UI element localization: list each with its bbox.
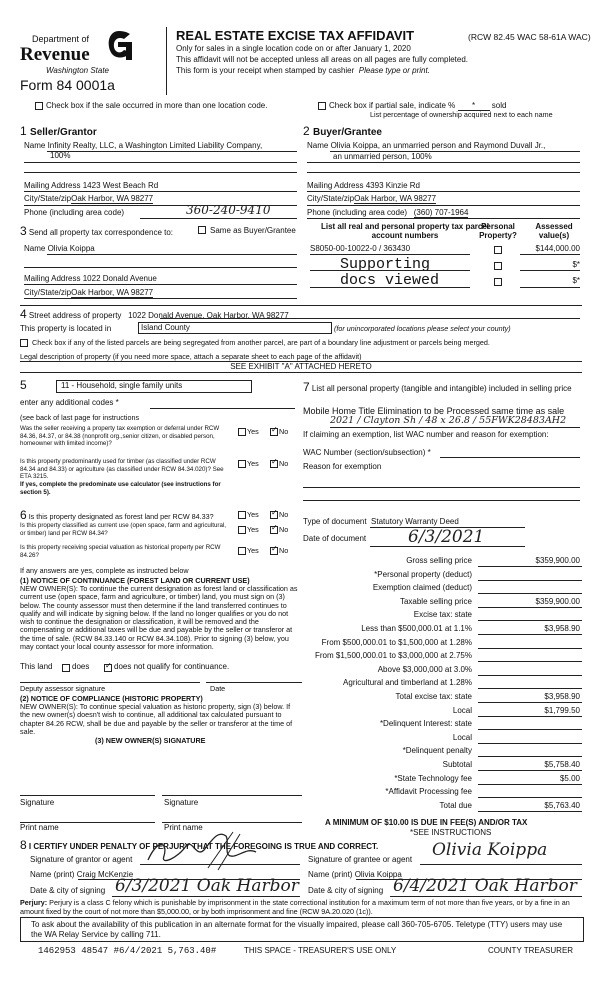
seller-name-line: [47, 151, 297, 152]
alternate-format-note: To ask about the availability of this publication in an alternate format for the visually impaired, please call 360-705-6705. Teletype (TTY) users may use the WA Relay Service by calling 711.: [31, 920, 563, 939]
calc-row-label: From $1,500,000.01 to $3,000,000 at 2.75%: [314, 651, 472, 660]
grantee-signature-label: Signature of grantee or agent: [308, 855, 413, 864]
current-use-no-label: No: [279, 525, 289, 534]
grantor-signature-label: Signature of grantor or agent: [30, 855, 133, 864]
calc-row-line: [478, 743, 582, 744]
header-line-3: This form is your receipt when stamped by cashier Please type or print.: [176, 66, 430, 75]
calc-row-line: [478, 634, 582, 635]
calc-row-line: [478, 661, 582, 662]
buyer-mailing: Mailing Address 4393 Kinzie Rd: [307, 181, 420, 190]
calc-row-label: Total due: [439, 801, 472, 810]
calc-row-label: Local: [452, 706, 472, 715]
exemption-no-label: No: [279, 427, 289, 436]
additional-codes-line: [150, 408, 295, 409]
dept-label: Department of: [32, 34, 90, 44]
parcel-row-3-value: $*: [572, 276, 580, 285]
form-rcw: (RCW 82.45 WAC 58-61A WAC): [468, 32, 591, 42]
county-treasurer-label: COUNTY TREASURER: [488, 946, 574, 955]
forest-no-label: No: [279, 510, 289, 519]
exemption-reason-label: Reason for exemption: [303, 462, 382, 471]
calc-row-line: [478, 702, 582, 703]
legal-description: SEE EXHIBIT "A" ATTACHED HERETO: [230, 362, 372, 371]
minimum-due-note: A MINIMUM OF $10.00 IS DUE IN FEE(S) AND/OR TAX: [325, 818, 528, 827]
grantee-date-line: [390, 896, 582, 897]
calc-row-line: [478, 566, 582, 567]
owner-print-label-1: Print name: [20, 823, 59, 832]
buyer-name: Name Olivia Koippa, an unmarried person and Raymond Duvall Jr.,: [307, 141, 546, 150]
calc-row-value: $5,763.40: [544, 801, 580, 810]
calc-row-label: Less than $500,000.01 at 1.1%: [361, 624, 472, 633]
parcels-header: List all real and personal property tax parcel account numbers: [320, 222, 490, 240]
grantor-date-line: [112, 896, 300, 897]
buyer-city-line: [307, 205, 580, 206]
document-date: 6/3/2021: [408, 527, 485, 547]
forest-yes-checkbox[interactable]: [238, 511, 246, 519]
correspondence-city-line: [24, 298, 297, 299]
parcel-row-2-value-line: [520, 270, 580, 271]
buyer-city: City/State/zipOak Harbor, WA 98277: [307, 194, 437, 203]
calc-row-value: $3,958.90: [544, 692, 580, 701]
deputy-date-label: Date: [210, 684, 226, 693]
grantor-name: Name (print) Craig McKenzie: [30, 870, 134, 879]
form-number: Form 84 0001a: [20, 77, 115, 93]
buyer-name-line-2: [307, 162, 580, 163]
grantee-signature-line: [420, 864, 582, 865]
legal-line-2: [20, 372, 582, 373]
exemption-reason-line-2: [303, 500, 580, 501]
mobile-home-handwritten: 2021 / Clayton Sh / 48 x 26.8 / 55FWK28483AH2: [330, 415, 567, 426]
parcel-row-1-number: S8050-00-10022-0 / 363430: [310, 244, 411, 253]
timber-no-label: No: [279, 459, 289, 468]
alternate-format-box: [20, 917, 584, 942]
parcel-row-3-value-line: [520, 287, 580, 288]
county-select[interactable]: Island County: [138, 322, 332, 334]
seller-name-line-3: [24, 172, 297, 173]
see-instructions-note: *SEE INSTRUCTIONS: [410, 828, 492, 837]
historic-no-checkbox[interactable]: [270, 547, 278, 555]
historic-yes-label: Yes: [247, 546, 259, 555]
see-back-label: (see back of last page for instructions: [20, 413, 140, 422]
calc-row-line: [478, 797, 582, 798]
timber-yes-label: Yes: [247, 459, 259, 468]
this-land-label: This land: [20, 662, 53, 671]
calc-row-line: [478, 607, 582, 608]
calc-row-label: Gross selling price: [406, 556, 472, 565]
calc-row-line: [478, 784, 582, 785]
calc-row-line: [478, 675, 582, 676]
calc-row-value: $5,758.40: [544, 760, 580, 769]
land-does-not-checkbox[interactable]: [104, 664, 112, 672]
parcel-row-1-line: [310, 254, 470, 255]
calc-row-label: Excise tax: state: [413, 610, 472, 619]
treasurer-space-label: THIS SPACE - TREASURER'S USE ONLY: [244, 946, 397, 955]
document-date-line: [370, 546, 525, 547]
calc-row-line: [478, 648, 582, 649]
new-owner-signature-title: (3) NEW OWNER(S) SIGNATURE: [95, 736, 206, 745]
owner-print-label-2: Print name: [164, 823, 203, 832]
header-divider: [166, 27, 167, 95]
calc-row-label: *Affidavit Processing fee: [385, 787, 472, 796]
parcel-row-2-value: $*: [572, 260, 580, 269]
exemption-reason-line-1: [303, 487, 580, 488]
same-as-buyer-label: Same as Buyer/Grantee: [210, 226, 296, 235]
historic-question: Is this property receiving special valuation as historical property per RCW 84.26?: [20, 544, 221, 559]
correspondence-label: 3 Send all property tax correspondence to:: [20, 224, 174, 238]
multi-location-checkbox[interactable]: [35, 102, 43, 110]
calc-row-label: Exemption claimed (deduct): [372, 583, 472, 592]
assessed-value-header: Assessed value(s): [535, 222, 573, 240]
calc-row-label: Subtotal: [442, 760, 472, 769]
current-use-question: Is this property classified as current use (open space, farm and agricultural, or timber) land per RCW 84.34?: [20, 522, 227, 537]
additional-codes-label: enter any additional codes *: [20, 398, 119, 407]
correspondence-mailing-line: [24, 284, 297, 285]
calc-row-label: *Personal property (deduct): [374, 570, 472, 579]
segregated-label: Check box if any of the listed parcels are being segregated from another parcel, are part of a boundary line adjustment or parcels being merged.: [32, 338, 490, 347]
wac-number-line: [440, 457, 580, 458]
seller-mailing: Mailing Address 1423 West Beach Rd: [24, 181, 159, 190]
calc-row-label: Local: [452, 733, 472, 742]
exemption-yes-label: Yes: [247, 427, 259, 436]
document-date-label: Date of document: [303, 534, 367, 543]
grantee-signature: Olivia Koippa: [432, 840, 548, 860]
segregated-checkbox[interactable]: [20, 339, 28, 347]
timber-calculator-note: If yes, complete the predominate use calculator (see instructions for section 5).: [20, 481, 221, 496]
notice-compliance-title: (2) NOTICE OF COMPLIANCE (HISTORIC PROPERTY): [20, 694, 203, 703]
calc-row-label: Total excise tax: state: [395, 692, 472, 701]
forest-no-checkbox[interactable]: [270, 511, 278, 519]
form-title: REAL ESTATE EXCISE TAX AFFIDAVIT: [176, 28, 415, 43]
timber-yes-checkbox[interactable]: [238, 460, 246, 468]
supporting-stamp: Supporting: [340, 256, 431, 273]
wac-number-label: WAC Number (section/subsection) *: [303, 448, 431, 457]
mobile-home-line: [330, 427, 580, 428]
street-address: 4 Street address of property 1022 Donald Avenue, Oak Harbor, WA 98277: [20, 307, 289, 321]
buyer-heading: 2 Buyer/Grantee: [303, 124, 382, 138]
calc-row-line: [478, 770, 582, 771]
calc-row-label: Taxable selling price: [399, 597, 472, 606]
partial-sale-note: List percentage of ownership acquired next to each name: [370, 110, 553, 119]
seller-name: Name Infinity Realty, LLC, a Washington Limited Liability Company,: [24, 141, 263, 150]
current-use-no-checkbox[interactable]: [270, 526, 278, 534]
parcel-row-2-line: [310, 270, 470, 271]
section-5-number: 5: [20, 378, 27, 392]
correspondence-name-line: [47, 254, 297, 255]
timber-question: Is this property predominantly used for timber (as classified under RCW 84.34 and 84.33) or agriculture (as classified under RCW 84.34.020)? See ETA 3215.: [20, 458, 224, 480]
land-does-not-label: does not qualify for continuance.: [114, 662, 230, 671]
correspondence-mailing: Mailing Address 1022 Donald Avenue: [24, 274, 157, 283]
grantor-date-label: Date & city of signing: [30, 886, 106, 895]
calc-row-label: *Delinquent Interest: state: [379, 719, 472, 728]
revenue-wordmark: Revenue: [20, 44, 90, 65]
buyer-name-line-3: [307, 172, 580, 173]
seller-mailing-line: [24, 191, 297, 192]
calc-row-line: [478, 620, 582, 621]
grantee-name: Name (print) Olivia Koippa: [308, 870, 402, 879]
seller-heading: 1 Seller/Grantor: [20, 124, 97, 138]
same-as-buyer-checkbox[interactable]: [198, 226, 206, 234]
buyer-phone: Phone (including area code) (360) 707-1964: [307, 208, 469, 217]
deputy-label: Deputy assessor signature: [20, 684, 106, 693]
grantor-signature: [138, 828, 268, 873]
header-line-1: Only for sales in a single location code on or after January 1, 2020: [176, 44, 411, 53]
parcel-row-1-value-line: [520, 254, 580, 255]
header-line-2: This affidavit will not be accepted unless all areas on all pages are fully completed.: [176, 55, 469, 64]
exemption-no-checkbox[interactable]: [270, 428, 278, 436]
calc-row-line: [478, 593, 582, 594]
parcel-row-2-personal-checkbox[interactable]: [494, 262, 502, 270]
unincorp-label: (for unincorporated locations please select your county): [334, 324, 511, 333]
notice-continuance-title: (1) NOTICE OF CONTINUANCE (FOREST LAND OR CURRENT USE): [20, 576, 250, 585]
calc-row-label: Agricultural and timberland at 1.28%: [343, 678, 472, 687]
buyer-name-2: an unmarried person, 100%: [333, 152, 432, 161]
calc-row-value: $359,900.00: [535, 597, 580, 606]
notice-compliance-body: NEW OWNER(S): To continue special valuation as historic property, sign (3) below. If the new owner(s) doesn't wish to continue, all additional tax calculated pursuant to chapter 84.26 RCW, shall be due and payable by the seller or transferor at the time of sale.: [20, 702, 293, 736]
grantee-date-label: Date & city of signing: [308, 886, 384, 895]
exemption-claim-label: If claiming an exemption, list WAC number and reason for exemption:: [303, 430, 549, 439]
calc-row-label: From $500,000.01 to $1,500,000 at 1.28%: [321, 638, 472, 647]
docs-viewed-stamp: docs viewed: [340, 272, 440, 289]
owner-signature-label-2: Signature: [164, 798, 199, 807]
historic-no-label: No: [279, 546, 289, 555]
forest-question: 6 Is this property designated as forest land per RCW 84.33?: [20, 508, 214, 522]
perjury-notice: Perjury: Perjury is a class C felony which is punishable by imprisonment in the state correctional institution for a maximum term of not more than five years, or by a fine in an amount fixed by the court of not more than $5,000.00, or by both imprisonment and fine (RCW 9A.20.020 (1c)).: [20, 898, 570, 916]
seller-city: City/State/zipOak Harbor, WA 98277: [24, 194, 154, 203]
exemption-question: Was the seller receiving a property tax exemption or deferral under RCW 84.36, 84.37, or 84.38 (nonprofit org.,senior citizen, or disabled person, homeowner with limited income)?: [20, 425, 220, 447]
grantee-date-city: 6/4/2021 Oak Harbor: [393, 876, 577, 896]
parcel-row-3-line: [310, 287, 470, 288]
section-divider-4: [20, 305, 582, 306]
correspondence-line-2: [24, 267, 297, 268]
document-type: Type of document Statutory Warranty Deed: [303, 517, 459, 526]
legal-description-label: Legal description of property (if you need more space, attach a separate sheet to each page of the affidavit): [20, 352, 362, 361]
historic-yes-checkbox[interactable]: [238, 547, 246, 555]
parcel-row-3-personal-checkbox[interactable]: [494, 278, 502, 286]
current-use-yes-label: Yes: [247, 525, 259, 534]
correspondence-city: City/State/zipOak Harbor, WA 98277: [24, 288, 154, 297]
calc-row-value: $5.00: [559, 774, 580, 783]
notice-continuance-body: NEW OWNER(S): To continue the current designation as forest land or classification as current use (open space, farm and agriculture, or timber) land, you must sign on (3) below. The county assessor must then determine if the land transferred continues to qualify and will indicate by signing below. If the land no longer qualifies or you do not wish to continue the designation or classification, it will be removed and the compensating or additional taxes will be due and payable by the seller or transferor at the time of sale. (RCW 84.33.140 or RCW 84.34.108). Prior to signing (3) below, you may contact your local county assessor for more information.: [20, 584, 298, 652]
buyer-mailing-line: [307, 191, 580, 192]
seller-phone: 360-240-9410: [186, 203, 271, 217]
calc-row-line: [478, 729, 582, 730]
calc-row-value: $3,958.90: [544, 624, 580, 633]
seller-name-2: 100%: [50, 151, 71, 160]
land-does-label: does: [72, 662, 90, 671]
owner-signature-label-1: Signature: [20, 798, 55, 807]
correspondence-name: Name Olivia Koippa: [24, 244, 95, 253]
calc-row-label: Above $3,000,000 at 3.0%: [377, 665, 472, 674]
parcel-row-1-personal-checkbox[interactable]: [494, 246, 502, 254]
owner-signature-line-1: [20, 795, 155, 796]
mobile-home-note: Mobile Home Title Elimination to be Processed same time as sale: [303, 406, 565, 416]
calc-row-value: $359,900.00: [535, 556, 580, 565]
seller-phone-line: [140, 218, 297, 219]
calc-row-line: [478, 688, 582, 689]
calc-row-line: [478, 580, 582, 581]
calc-row-label: *Delinquent penalty: [402, 746, 472, 755]
calc-row-value: $1,799.50: [544, 706, 580, 715]
washington-state-label: Washington State: [46, 66, 110, 75]
land-use-select[interactable]: 11 - Household, single family units: [56, 380, 252, 393]
calc-row-label: *State Technology fee: [394, 774, 472, 783]
grantor-date-city: 6/3/2021 Oak Harbor: [115, 876, 299, 896]
seller-phone-label: Phone (including area code): [24, 208, 125, 217]
multi-location-label: Check box if the sale occurred in more than one location code.: [46, 101, 268, 110]
partial-sale-checkbox[interactable]: [318, 102, 326, 110]
parcel-row-1-value: $144,000.00: [535, 244, 580, 253]
personal-property-header: Personal Property?: [479, 222, 517, 240]
deputy-signature-line: [20, 682, 200, 683]
timber-no-checkbox[interactable]: [270, 460, 278, 468]
calc-row-line: [478, 756, 582, 757]
personal-property-label: 7 List all personal property (tangible and intangible) included in selling price: [303, 380, 572, 394]
if-any-label: If any answers are yes, complete as instructed below: [20, 566, 189, 575]
land-does-checkbox[interactable]: [62, 664, 70, 672]
calc-row-line: [478, 716, 582, 717]
revenue-swirl-icon: [104, 28, 134, 62]
treasurer-stamp: 1462953 48547 #6/4/2021 5,763.40#: [38, 946, 217, 956]
forest-yes-label: Yes: [247, 510, 259, 519]
current-use-yes-checkbox[interactable]: [238, 526, 246, 534]
calc-row-line: [478, 811, 582, 812]
street-address-line: [160, 318, 580, 319]
seller-name-line-2: [24, 162, 297, 163]
buyer-phone-line: [307, 218, 580, 219]
certify-statement: 8 I CERTIFY UNDER PENALTY OF PERJURY THAT THE FOREGOING IS TRUE AND CORRECT.: [20, 838, 379, 852]
grantor-signature-line: [140, 864, 300, 865]
partial-sale-label: Check box if partial sale, indicate % * sold: [329, 101, 507, 110]
located-label: This property is located in: [20, 324, 112, 333]
exemption-yes-checkbox[interactable]: [238, 428, 246, 436]
